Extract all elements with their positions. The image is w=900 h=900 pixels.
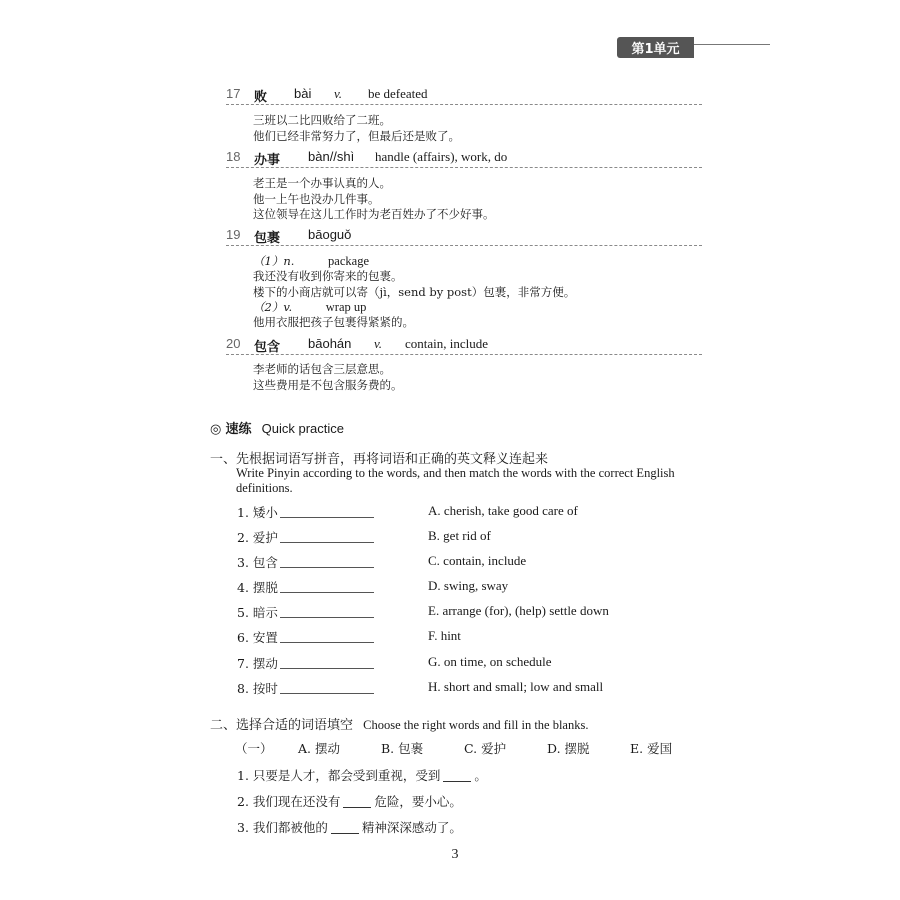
match-option: E. arrange (for), (help) settle down	[428, 603, 609, 618]
word-choice: B. 包裹	[381, 741, 424, 756]
sentence-text: 。	[474, 768, 487, 783]
example-sentence: 楼下的小商店就可以寄（jì，send by post）包裹，非常方便。	[253, 285, 576, 299]
word-choice: A. 摆动	[298, 741, 340, 756]
entry-meaning: be defeated	[368, 86, 428, 101]
entry-word: 办事	[254, 153, 281, 168]
pinyin-blank[interactable]	[280, 668, 374, 669]
dashed-divider	[226, 354, 702, 355]
match-option: F. hint	[428, 628, 461, 643]
pinyin-blank[interactable]	[280, 592, 374, 593]
example-sentence: 老王是一个办事认真的人。	[253, 176, 391, 190]
sentence-text: 2. 我们现在还没有	[237, 794, 341, 809]
example-sentence: 他们已经非常努力了，但最后还是败了。	[253, 129, 460, 143]
header-rule	[694, 44, 770, 45]
match-item: 3. 包含	[237, 555, 278, 570]
fill-sentence	[237, 792, 462, 810]
quick-practice-title-cn: 速练	[225, 422, 252, 437]
word-choice: D. 摆脱	[547, 741, 590, 756]
quick-practice-heading	[210, 418, 344, 437]
match-option: A. cherish, take good care of	[428, 503, 578, 518]
example-sentence: 这位领导在这儿工作时为老百姓办了不少好事。	[253, 207, 495, 221]
part1-title: 一、先根据词语写拼音，再将词语和正确的英文释义连起来	[210, 452, 549, 467]
pinyin-blank[interactable]	[280, 617, 374, 618]
part2-title	[210, 714, 588, 733]
fill-sentence	[237, 818, 462, 836]
dashed-divider	[226, 104, 702, 105]
answer-blank[interactable]	[331, 821, 359, 834]
entry-number: 18	[226, 149, 241, 164]
part2-title-en: Choose the right words and fill in the blanks.	[363, 718, 589, 732]
pinyin-blank[interactable]	[280, 642, 374, 643]
entry-number: 20	[226, 336, 241, 351]
pinyin-blank[interactable]	[280, 567, 374, 568]
word-choice: E. 爱国	[630, 741, 673, 756]
example-sentence: 三班以二比四败给了二班。	[253, 113, 391, 127]
answer-blank[interactable]	[443, 769, 471, 782]
vocab-entry-18	[226, 149, 702, 168]
circle-bullet-icon: ◎	[210, 422, 222, 437]
pinyin-blank[interactable]	[280, 517, 374, 518]
part2-title-cn: 二、选择合适的词语填空	[210, 718, 354, 733]
sentence-text: 1. 只要是人才，都会受到重视，受到	[237, 768, 441, 783]
entry-pinyin: bàn//shì	[308, 149, 355, 164]
sentence-text: 精神深深感动了。	[361, 820, 462, 835]
dashed-divider	[226, 167, 702, 168]
match-option: D. swing, sway	[428, 578, 509, 593]
pinyin-blank[interactable]	[280, 542, 374, 543]
entry-meaning: handle (affairs), work, do	[375, 149, 508, 164]
match-item: 2. 爱护	[237, 530, 278, 545]
unit-tag: 第1单元	[617, 37, 694, 58]
entry-number: 19	[226, 227, 241, 242]
example-sentence: 他一上午也没办几件事。	[253, 192, 380, 206]
example-sentence: 我还没有收到你寄来的包裹。	[253, 269, 403, 283]
entry-pinyin: bāohán	[308, 336, 352, 351]
match-option: C. contain, include	[428, 553, 527, 568]
example-sentence: 这些费用是不包含服务费的。	[253, 378, 403, 392]
entry-pos: v.	[374, 336, 383, 351]
match-item: 6. 安置	[237, 630, 278, 645]
fill-sentence	[237, 766, 487, 784]
vocab-entry-17	[226, 86, 702, 105]
answer-blank[interactable]	[343, 795, 371, 808]
entry-word: 包裹	[254, 231, 281, 246]
vocab-entry-20	[226, 336, 702, 355]
example-sentence: 他用衣服把孩子包裹得紧紧的。	[253, 315, 414, 329]
sense-number: （2）v.	[253, 300, 293, 314]
sense-number: （1）n.	[253, 254, 295, 268]
entry-meaning: contain, include	[405, 336, 489, 351]
entry-pinyin: bāoguǒ	[308, 227, 352, 242]
entry-word: 败	[254, 90, 268, 105]
pinyin-blank[interactable]	[280, 693, 374, 694]
match-option: G. on time, on schedule	[428, 654, 552, 669]
part1-instruction-line2: definitions.	[236, 481, 293, 495]
sense-meaning: package	[328, 254, 369, 268]
match-item: 7. 摆动	[237, 656, 278, 671]
example-sentence: 李老师的话包含三层意思。	[253, 362, 391, 376]
word-choice: C. 爱护	[464, 741, 507, 756]
vocab-entry-19	[226, 227, 702, 246]
match-item: 4. 摆脱	[237, 580, 278, 595]
sense-label	[253, 299, 366, 315]
group-label: （一）	[235, 741, 273, 756]
dashed-divider	[226, 245, 702, 246]
sense-label	[253, 253, 369, 269]
entry-word: 包含	[254, 340, 281, 355]
match-item: 1. 矮小	[237, 505, 278, 520]
match-item: 5. 暗示	[237, 605, 278, 620]
sense-meaning: wrap up	[325, 300, 367, 314]
sentence-text: 危险，要小心。	[374, 794, 462, 809]
match-option: B. get rid of	[428, 528, 491, 543]
entry-pos: v.	[334, 86, 343, 101]
match-option: H. short and small; low and small	[428, 679, 604, 694]
part1-instruction-line1: Write Pinyin according to the words, and then match the words with the correct English	[236, 466, 675, 480]
quick-practice-title-en: Quick practice	[261, 421, 345, 436]
sentence-text: 3. 我们都被他的	[237, 820, 328, 835]
match-item: 8. 按时	[237, 681, 278, 696]
page-number: 3	[451, 847, 459, 862]
entry-number: 17	[226, 86, 241, 101]
entry-pinyin: bài	[294, 86, 312, 101]
